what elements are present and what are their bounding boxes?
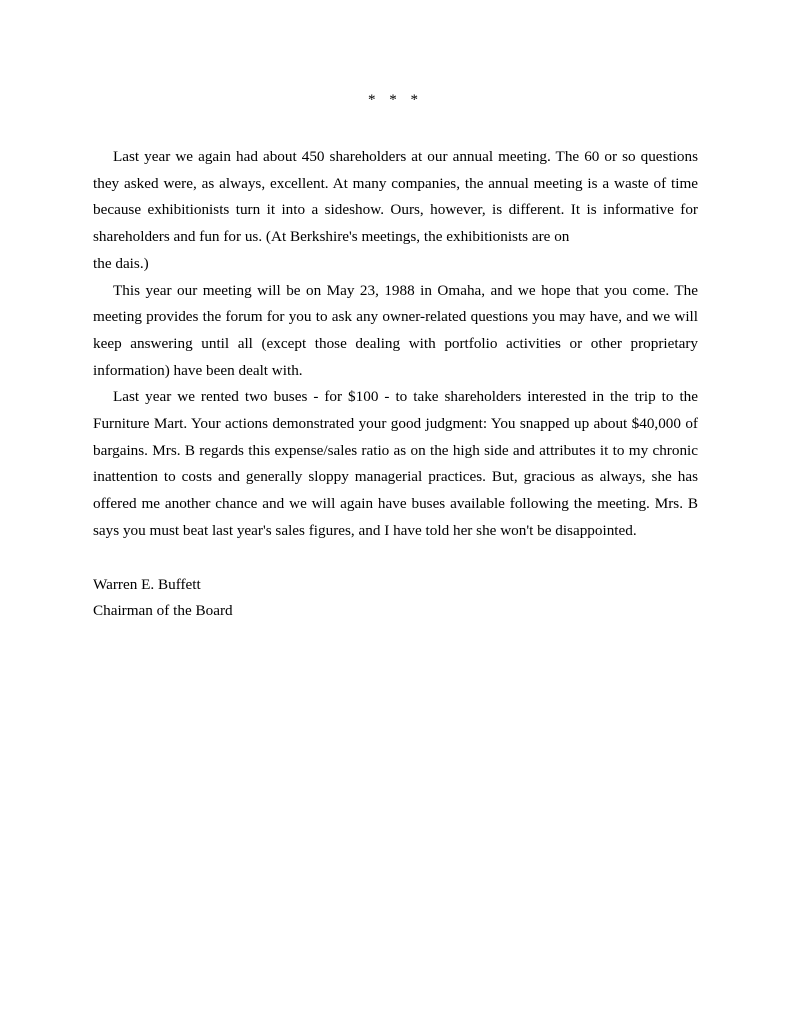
paragraph-annual-meeting-tail: the dais.) xyxy=(93,254,149,272)
signature-name: Warren E. Buffett xyxy=(93,575,201,593)
letter-page xyxy=(93,88,698,625)
paragraph-meeting-date: This year our meeting will be on May 23, 1988 in Omaha, and we hope that you come. The meeting provides the forum for you to ask any owner-related questions you may have, and we will keep answering until all (except those dealing with portfolio activities or other proprietary information) have been dealt with. xyxy=(93,281,698,379)
signature-title: Chairman of the Board xyxy=(93,602,233,620)
signature-block xyxy=(93,572,698,625)
section-separator: * * * xyxy=(368,92,423,108)
paragraph-annual-meeting-text: Last year we again had about 450 shareholders at our annual meeting. The 60 or so questions they asked were, as always, excellent. At many companies, the annual meeting is a waste of time because exhibitionists turn it into a sideshow. Ours, however, is different. It is informative for shareholders and fun for us. (At Berkshire's meetings, the exhibitionists are on xyxy=(93,148,698,246)
paragraph-furniture-mart: Last year we rented two buses - for $100 - to take shareholders interested in the trip to the Furniture Mart. Your actions demonstrated your good judgment: You snapped up about $40,000 of bargains. Mrs. B regards this expense/sales ratio as on the high side and attributes it to my chronic inattention to costs and generally sloppy managerial practices. But, gracious as always, she has offered me another chance and we will again have buses available following the meeting. Mrs. B says you must beat last year's sales figures, and I have told her she won't be disappointed. xyxy=(93,388,698,539)
paragraph-annual-meeting xyxy=(93,144,698,278)
